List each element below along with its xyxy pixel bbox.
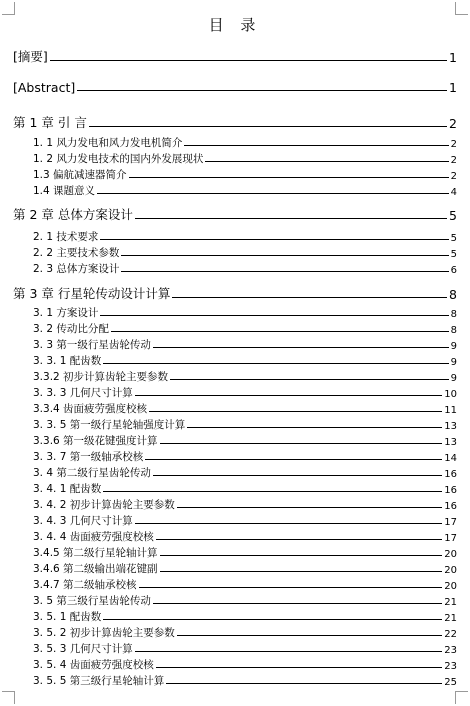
toc-leader-line — [77, 90, 447, 91]
toc-entry-label: 3. 2 传动比分配 — [33, 323, 109, 335]
toc-entry[interactable] — [33, 513, 457, 528]
toc-entry-page-number: 8 — [449, 287, 457, 302]
toc-entry-label: 3. 3. 1 配齿数 — [33, 355, 102, 367]
toc-entry[interactable] — [33, 577, 457, 592]
toc-leader-line — [184, 145, 448, 146]
toc-entry-page-number: 13 — [444, 421, 457, 432]
toc-entry-label: 第 2 章 总体方案设计 — [13, 207, 133, 222]
toc-entry[interactable] — [33, 321, 457, 336]
toc-entry-page-number: 13 — [444, 437, 457, 448]
toc-entry-page-number: 5 — [450, 249, 457, 260]
toc-leader-line — [135, 523, 443, 524]
toc-entry[interactable] — [33, 497, 457, 512]
toc-entry-label: 3. 5. 5 第三级行星轮轴计算 — [33, 675, 165, 687]
toc-entry[interactable] — [33, 625, 457, 640]
crop-mark-bottom-right — [455, 691, 468, 704]
toc-leader-line — [103, 619, 442, 620]
toc-entry-label: 3. 1 方案设计 — [33, 307, 99, 319]
toc-entry[interactable] — [33, 545, 457, 560]
toc-entry-label: [Abstract] — [13, 80, 76, 95]
toc-entry-page-number: 16 — [444, 501, 457, 512]
toc-entry-page-number: 25 — [444, 677, 457, 688]
toc-entry-page-number: 1 — [449, 80, 457, 95]
toc-entry[interactable] — [13, 80, 457, 95]
toc-leader-line — [121, 271, 448, 272]
toc-entry[interactable] — [33, 369, 457, 384]
toc-entry[interactable] — [33, 657, 457, 672]
toc-entry[interactable] — [33, 151, 457, 166]
toc-entry-page-number: 1 — [449, 50, 457, 65]
toc-entry[interactable] — [33, 433, 457, 448]
toc-entry-label: 1. 1 风力发电和风力发电机简介 — [33, 137, 183, 149]
toc-leader-line — [121, 255, 448, 256]
toc-leader-line — [160, 555, 443, 556]
toc-leader-line — [153, 347, 449, 348]
toc-entry-page-number: 11 — [444, 405, 457, 416]
toc-leader-line — [172, 297, 447, 298]
toc-leader-line — [170, 379, 449, 380]
toc-leader-line — [111, 331, 449, 332]
toc-entry-label: 3. 4 第二级行星齿轮传动 — [33, 467, 151, 479]
toc-entry[interactable] — [33, 593, 457, 608]
toc-entry-label: 3. 4. 3 几何尺寸计算 — [33, 515, 133, 527]
toc-leader-line — [153, 603, 442, 604]
toc-entry-label: 3. 5. 4 齿面疲劳强度校核 — [33, 659, 154, 671]
toc-entry-label: 3.4.5 第二级行星轮轴计算 — [33, 547, 158, 559]
toc-entry[interactable] — [33, 641, 457, 656]
toc-entry-page-number: 17 — [444, 517, 457, 528]
toc-leader-line — [129, 177, 449, 178]
toc-leader-line — [103, 363, 448, 364]
toc-entry-label: 1. 2 风力发电技术的国内外发展现状 — [33, 153, 204, 165]
toc-entry-label: 2. 1 技术要求 — [33, 231, 99, 243]
toc-entry-page-number: 2 — [450, 139, 457, 150]
toc-entry-page-number: 8 — [450, 309, 457, 320]
toc-entry-page-number: 10 — [444, 389, 457, 400]
toc-entry[interactable] — [33, 673, 457, 688]
toc-entry-page-number: 9 — [450, 373, 457, 384]
toc-entry[interactable] — [33, 337, 457, 352]
toc-entry[interactable] — [33, 261, 457, 276]
crop-mark-bottom-left — [2, 691, 15, 704]
toc-entry[interactable] — [13, 47, 457, 65]
toc-leader-line — [177, 635, 443, 636]
toc-entry-page-number: 8 — [450, 325, 457, 336]
toc-entry[interactable] — [33, 229, 457, 244]
toc-leader-line — [97, 193, 449, 194]
toc-leader-line — [156, 539, 443, 540]
toc-entry[interactable] — [33, 167, 457, 182]
toc-entry-page-number: 2 — [449, 116, 457, 131]
toc-entry-label: 3. 5. 3 几何尺寸计算 — [33, 643, 133, 655]
toc-leader-line — [205, 161, 448, 162]
toc-entry-label: 3.3.6 第一级花键强度计算 — [33, 435, 158, 447]
toc-leader-line — [153, 475, 442, 476]
toc-entry-label: 3. 3. 3 几何尺寸计算 — [33, 387, 133, 399]
toc-entry-label: 3. 5 第三级行星齿轮传动 — [33, 595, 151, 607]
toc-leader-line — [100, 315, 448, 316]
toc-entry-page-number: 22 — [444, 629, 457, 640]
toc-entry-label: 3. 4. 1 配齿数 — [33, 483, 102, 495]
toc-entry-page-number: 6 — [450, 265, 457, 276]
toc-entry-page-number: 21 — [444, 597, 457, 608]
toc-entry-page-number: 5 — [449, 208, 457, 223]
toc-entry[interactable] — [13, 113, 457, 131]
toc-entry[interactable] — [33, 385, 457, 400]
toc-leader-line — [187, 427, 442, 428]
toc-leader-line — [135, 651, 443, 652]
toc-entry-label: 3. 3. 5 第一级行星轮轴强度计算 — [33, 419, 186, 431]
toc-entry-label: 1.4 课题意义 — [33, 185, 96, 197]
toc-leader-line — [149, 411, 442, 412]
toc-entry-page-number: 20 — [444, 549, 457, 560]
toc-entry[interactable] — [33, 609, 457, 624]
toc-leader-line — [89, 126, 447, 127]
toc-entry[interactable] — [33, 245, 457, 260]
toc-entry[interactable] — [13, 205, 457, 223]
toc-entry-label: 3. 3 第一级行星齿轮传动 — [33, 339, 151, 351]
toc-entry-page-number: 20 — [444, 565, 457, 576]
toc-leader-line — [160, 443, 443, 444]
toc-entry-label: [摘要] — [13, 49, 48, 64]
toc-entry-page-number: 23 — [444, 661, 457, 672]
toc-entry-page-number: 17 — [444, 533, 457, 544]
toc-leader-line — [100, 239, 448, 240]
toc-entry-page-number: 9 — [450, 357, 457, 368]
toc-entry[interactable] — [33, 401, 457, 416]
toc-entry-label: 1.3 偏航减速器简介 — [33, 169, 127, 181]
toc-entry[interactable] — [33, 353, 457, 368]
toc-entry[interactable] — [33, 481, 457, 496]
toc-entry-page-number: 2 — [450, 155, 457, 166]
toc-leader-line — [135, 395, 443, 396]
toc-leader-line — [156, 667, 443, 668]
toc-entry[interactable] — [33, 305, 457, 320]
toc-entry-page-number: 16 — [444, 485, 457, 496]
toc-entry[interactable] — [33, 529, 457, 544]
toc-entry-label: 2. 3 总体方案设计 — [33, 263, 120, 275]
toc-leader-line — [166, 683, 442, 684]
toc-entry-page-number: 21 — [444, 613, 457, 624]
toc-entry-page-number: 23 — [444, 645, 457, 656]
toc-entry-page-number: 14 — [444, 453, 457, 464]
page-title: 目 录 — [208, 16, 262, 34]
toc-entry-page-number: 4 — [450, 187, 457, 198]
toc-entry[interactable] — [33, 417, 457, 432]
toc-entry-label: 3.3.2 初步计算齿轮主要参数 — [33, 371, 169, 383]
toc-leader-line — [135, 218, 447, 219]
toc-entry-label: 3. 5. 1 配齿数 — [33, 611, 102, 623]
toc-entry-page-number: 16 — [444, 469, 457, 480]
toc-leader-line — [177, 507, 443, 508]
toc-leader-line — [145, 459, 442, 460]
toc-entry-label: 第 1 章 引 言 — [13, 115, 87, 130]
toc-entry-page-number: 9 — [450, 341, 457, 352]
toc-leader-line — [50, 60, 447, 61]
toc-entry-label: 3. 4. 2 初步计算齿轮主要参数 — [33, 499, 175, 511]
toc-entry-label: 第 3 章 行星轮传动设计计算 — [13, 286, 171, 301]
toc-entry-label: 3.4.6 第二级输出端花键副 — [33, 563, 158, 575]
toc-entry[interactable] — [33, 135, 457, 150]
toc-entry-label: 3.4.7 第二级轴承校核 — [33, 579, 137, 591]
toc-entry-label: 3. 4. 4 齿面疲劳强度校核 — [33, 531, 154, 543]
toc-entry-page-number: 2 — [450, 171, 457, 182]
toc-entry-label: 2. 2 主要技术参数 — [33, 247, 120, 259]
toc-entry[interactable] — [33, 561, 457, 576]
toc-entry-page-number: 5 — [450, 233, 457, 244]
toc-entry-label: 3. 3. 7 第一级轴承校核 — [33, 451, 144, 463]
toc-entry-label: 3.3.4 齿面疲劳强度校核 — [33, 403, 148, 415]
toc-entry-label: 3. 5. 2 初步计算齿轮主要参数 — [33, 627, 175, 639]
toc-leader-line — [160, 571, 443, 572]
toc-entry-page-number: 20 — [444, 581, 457, 592]
toc-entry[interactable] — [33, 449, 457, 464]
toc-leader-line — [103, 491, 442, 492]
toc-leader-line — [139, 587, 443, 588]
toc-entry[interactable] — [13, 284, 457, 302]
toc-entry[interactable] — [33, 465, 457, 480]
toc-entry[interactable] — [33, 183, 457, 198]
